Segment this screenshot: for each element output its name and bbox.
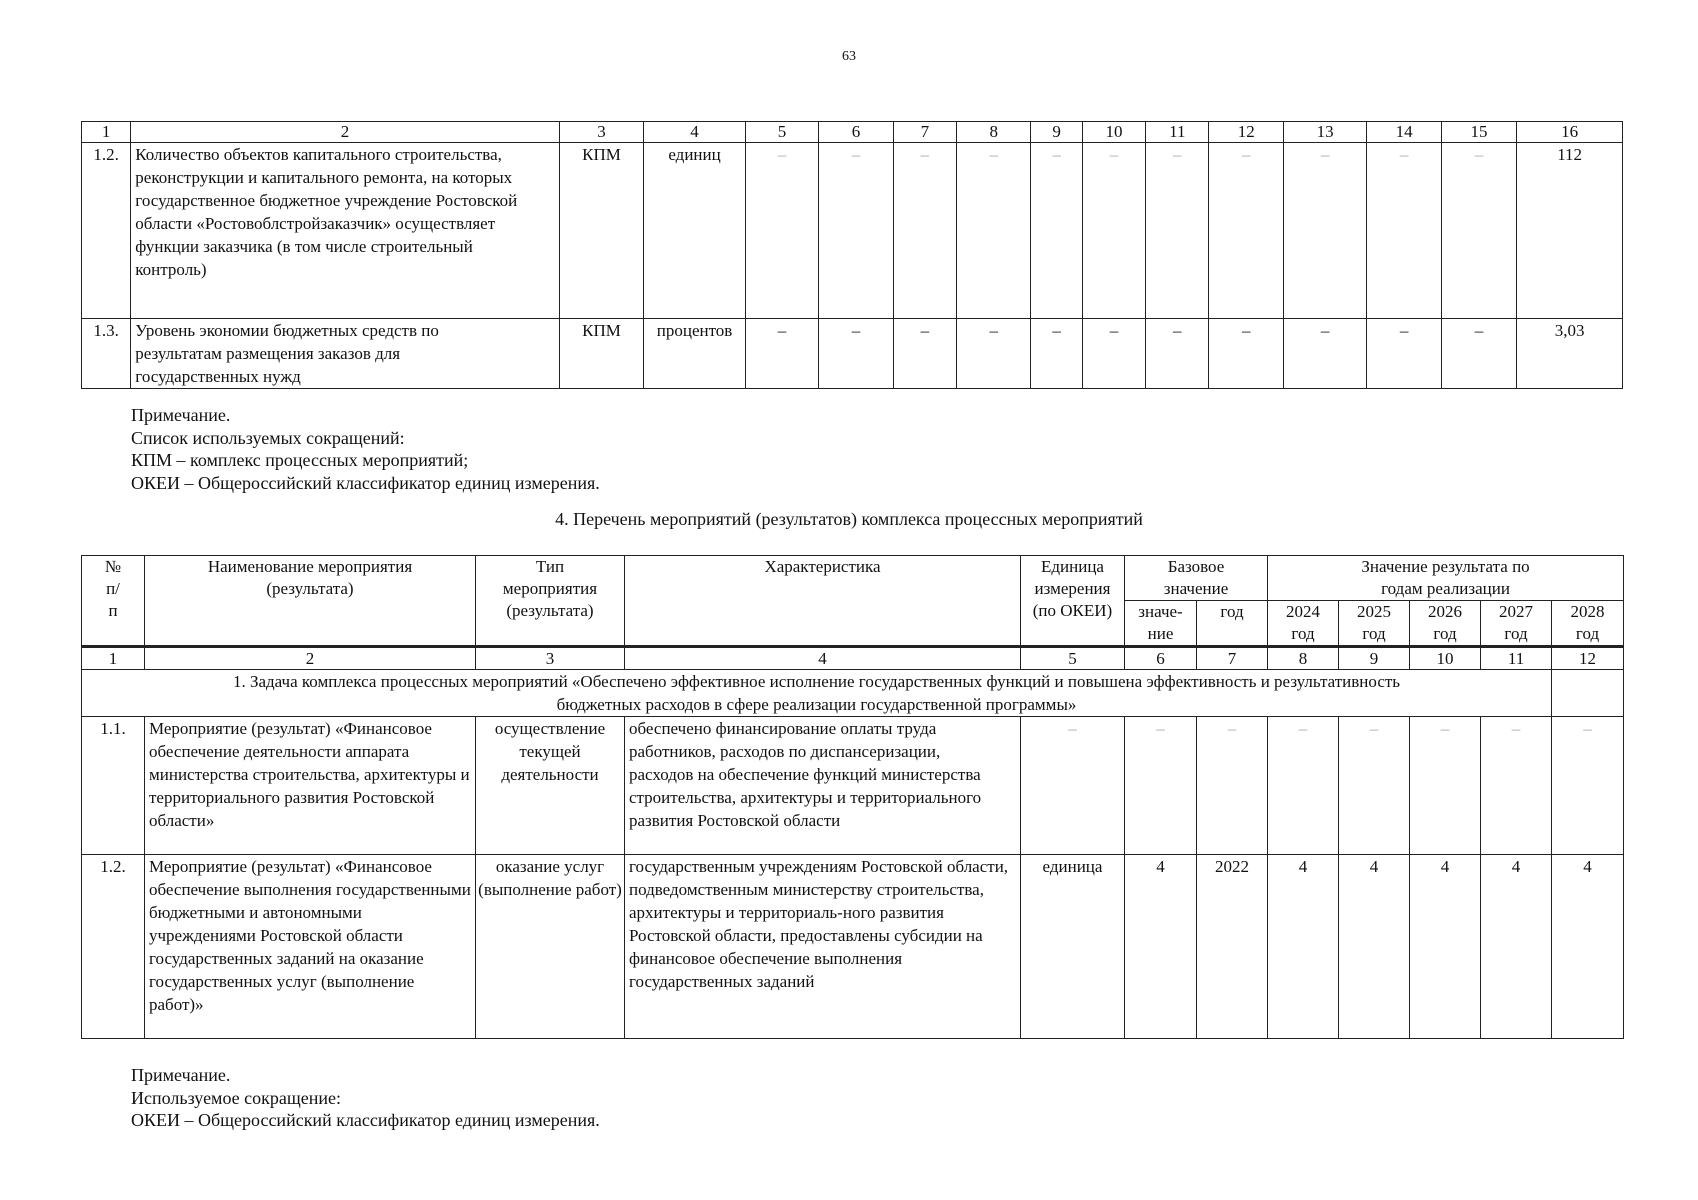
note-title: Примечание. (131, 405, 231, 425)
header-base: Базовое значение (1125, 556, 1268, 601)
col-num: 12 (1552, 647, 1624, 670)
measure-characteristic: государственным учреждениям Ростовской области, подведомственным министерству строительства, архитектуры и территориаль-ного развития Ростовской области, предоставлены субсидии на финансовое обеспечение выполнения государственных заданий (625, 855, 1021, 1039)
note-title: Примечание. (131, 1065, 231, 1085)
indicator-value: 112 (1517, 143, 1623, 319)
dash-cell: – (1441, 319, 1516, 389)
indicator-unit: процентов (644, 319, 746, 389)
dash-cell: – (893, 319, 956, 389)
col-num: 4 (644, 122, 746, 143)
measure-unit: – (1021, 717, 1125, 855)
col-num: 2 (131, 122, 560, 143)
table-row (82, 143, 1623, 319)
col-num: 7 (893, 122, 956, 143)
dash-cell: – (1031, 319, 1082, 389)
measure-unit: единица (1021, 855, 1125, 1039)
col-num: 11 (1146, 122, 1209, 143)
dash-cell: – (1082, 143, 1145, 319)
col-num: 14 (1367, 122, 1441, 143)
col-num: 8 (957, 122, 1031, 143)
dash-cell: – (745, 143, 818, 319)
col-num: 13 (1283, 122, 1366, 143)
col-num: 15 (1441, 122, 1516, 143)
dash-cell: – (957, 143, 1031, 319)
indicator-name: Уровень экономии бюджетных средств по результатам размещения заказов для государственных нужд (131, 319, 560, 389)
dash-cell: – (1209, 319, 1283, 389)
row-number: 1.2. (82, 855, 145, 1039)
year-value: 4 (1339, 855, 1410, 1039)
col-num: 9 (1339, 647, 1410, 670)
measure-type: осуществление текущей деятельности (476, 717, 625, 855)
indicator-name: Количество объектов капитального строительства, реконструкции и капитального ремонта, на которых государственное бюджетное учреждение Ростовской области «Ростовоблстройзаказчик» осуществляет функции заказчика (в том числе строительный контроль) (131, 143, 560, 319)
note-item: ОКЕИ – Общероссийский классификатор единиц измерения. (131, 472, 600, 493)
table-row (82, 717, 1624, 855)
task-empty-cell (1552, 670, 1624, 717)
header-characteristic: Характеристика (625, 556, 1021, 647)
col-num: 16 (1517, 122, 1623, 143)
dash-cell: – (893, 143, 956, 319)
base-value: – (1125, 717, 1197, 855)
col-num: 1 (82, 647, 145, 670)
header-row (82, 556, 1624, 601)
table-row (82, 855, 1624, 1039)
dash-cell: – (1283, 143, 1366, 319)
header-year: 2028 год (1552, 601, 1624, 647)
header-num: № п/п (82, 556, 145, 647)
dash-cell: – (1367, 319, 1441, 389)
header-year: 2025 год (1339, 601, 1410, 647)
section-title: 4. Перечень мероприятий (результатов) комплекса процессных мероприятий (555, 509, 1143, 529)
header-unit: Единица измерения (по ОКЕИ) (1021, 556, 1125, 647)
header-year: 2026 год (1410, 601, 1481, 647)
col-num: 11 (1481, 647, 1552, 670)
col-num: 10 (1082, 122, 1145, 143)
indicator-unit: единиц (644, 143, 746, 319)
header-type: Тип мероприятия (результата) (476, 556, 625, 647)
row-number: 1.3. (82, 319, 131, 389)
year-value: 4 (1268, 855, 1339, 1039)
base-year: – (1197, 717, 1268, 855)
dash-cell: – (1367, 143, 1441, 319)
col-num: 7 (1197, 647, 1268, 670)
year-value: – (1339, 717, 1410, 855)
dash-cell: – (1146, 319, 1209, 389)
header-year: 2024 год (1268, 601, 1339, 647)
col-num: 6 (819, 122, 893, 143)
col-num: 3 (476, 647, 625, 670)
col-num: 4 (625, 647, 1021, 670)
header-result: Значение результата по годам реализации (1268, 556, 1624, 601)
col-num: 3 (559, 122, 643, 143)
header-name: Наименование мероприятия (результата) (145, 556, 476, 647)
task-text: 1. Задача комплекса процессных мероприятий «Обеспечено эффективное исполнение государственных функций и повышена эффективность и результативность бюджетных расходов в сфере реализации государственной программы» (82, 670, 1552, 717)
measure-type: оказание услуг (выполнение работ) (476, 855, 625, 1039)
measure-name: Мероприятие (результат) «Финансовое обеспечение деятельности аппарата министерства строительства, архитектуры и территориального развития Ростовской области» (145, 717, 476, 855)
dash-cell: – (1082, 319, 1145, 389)
dash-cell: – (819, 143, 893, 319)
row-number: 1.2. (82, 143, 131, 319)
note-subtitle: Список используемых сокращений: (131, 427, 405, 448)
year-value: – (1481, 717, 1552, 855)
indicator-type: КПМ (559, 319, 643, 389)
note-abbreviations (131, 404, 600, 494)
col-num: 10 (1410, 647, 1481, 670)
dash-cell: – (1283, 319, 1366, 389)
header-base-value: значе-ние (1125, 601, 1197, 647)
col-num: 6 (1125, 647, 1197, 670)
table-row (82, 319, 1623, 389)
header-base-year: год (1197, 601, 1268, 647)
dash-cell: – (1031, 143, 1082, 319)
col-num: 12 (1209, 122, 1283, 143)
dash-cell: – (1146, 143, 1209, 319)
dash-cell: – (1209, 143, 1283, 319)
col-num: 8 (1268, 647, 1339, 670)
page-number: 63 (842, 49, 856, 64)
year-value: 4 (1410, 855, 1481, 1039)
col-num: 1 (82, 122, 131, 143)
dash-cell: – (745, 319, 818, 389)
col-num: 5 (1021, 647, 1125, 670)
row-number: 1.1. (82, 717, 145, 855)
indicator-value: 3,03 (1517, 319, 1623, 389)
base-value: 4 (1125, 855, 1197, 1039)
header-year: 2027 год (1481, 601, 1552, 647)
task-row (82, 670, 1624, 717)
note-item: ОКЕИ – Общероссийский классификатор единиц измерения. (131, 1110, 600, 1130)
measure-characteristic: обеспечено финансирование оплаты труда работников, расходов по диспансеризации, расходов на обеспечение функций министерства строительства, архитектуры и территориального развития Ростовской области (625, 717, 1021, 855)
column-number-row (82, 647, 1624, 670)
base-year: 2022 (1197, 855, 1268, 1039)
col-num: 9 (1031, 122, 1082, 143)
year-value: 4 (1552, 855, 1624, 1039)
year-value: – (1552, 717, 1624, 855)
col-num: 5 (745, 122, 818, 143)
dash-cell: – (819, 319, 893, 389)
dash-cell: – (957, 319, 1031, 389)
year-value: – (1410, 717, 1481, 855)
dash-cell: – (1441, 143, 1516, 319)
note-item: КПМ – комплекс процессных мероприятий; (131, 450, 469, 470)
indicator-type: КПМ (559, 143, 643, 319)
measure-name: Мероприятие (результат) «Финансовое обеспечение выполнения государственными бюджетными и автономными учреждениями Ростовской области государственных заданий на оказание государственных услуг (выполнение работ)» (145, 855, 476, 1039)
year-value: 4 (1481, 855, 1552, 1039)
col-num: 2 (145, 647, 476, 670)
note-subtitle: Используемое сокращение: (131, 1087, 341, 1108)
measures-table (81, 555, 1624, 1039)
indicators-table (81, 121, 1623, 389)
year-value: – (1268, 717, 1339, 855)
column-number-row (82, 122, 1623, 143)
note-abbreviation (131, 1064, 600, 1132)
